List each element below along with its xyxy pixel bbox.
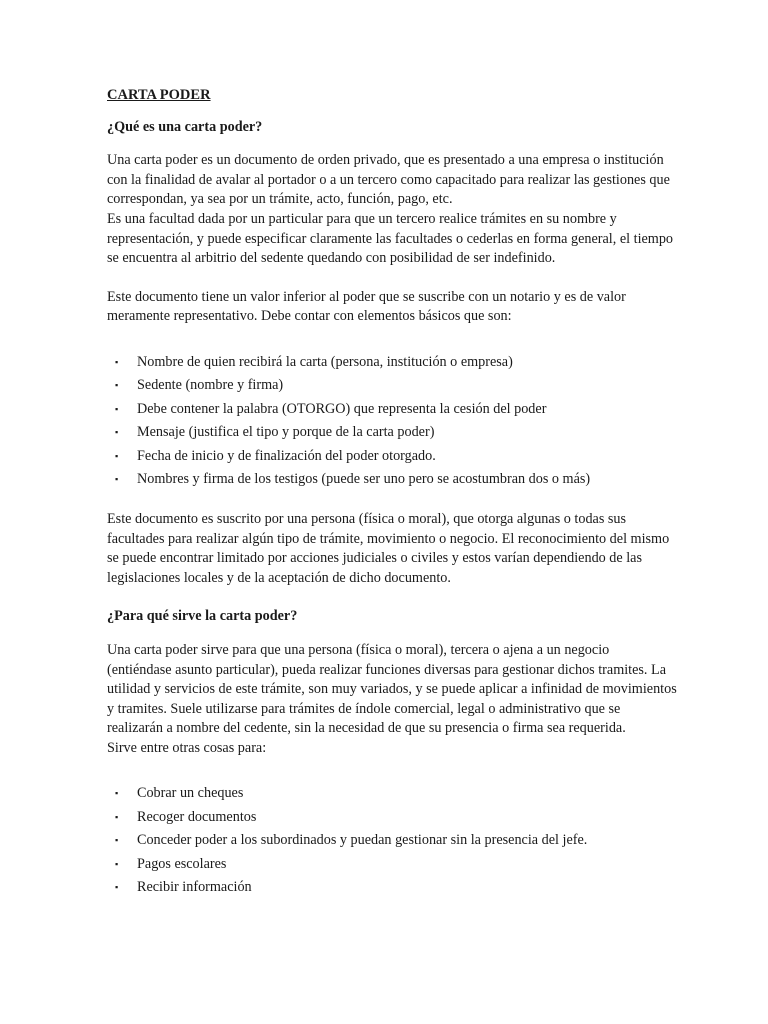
list-item-text: Fecha de inicio y de finalización del poder otorgado. [137, 447, 436, 464]
text-line: Una carta poder es un documento de orden privado, que es presentado a una empresa o institución [107, 152, 664, 169]
text-line: meramente representativo. Debe contar con elementos básicos que son: [107, 308, 512, 325]
list-item-text: Recoger documentos [137, 808, 257, 825]
list-item [107, 876, 667, 900]
bullet-icon: ▪ [115, 858, 119, 869]
text-line: Es una facultad dada por un particular para que un tercero realice trámites en su nombre y [107, 210, 617, 227]
bullet-icon: ▪ [115, 427, 119, 438]
document-title: CARTA PODER [107, 87, 211, 103]
list-item [107, 445, 667, 469]
text-line: Este documento es suscrito por una persona (física o moral), que otorga algunas o todas sus [107, 510, 627, 527]
list-item-text: Sedente (nombre y firma) [137, 377, 284, 394]
paragraph-definition [107, 151, 674, 269]
list-item [107, 421, 667, 445]
list-item [107, 853, 667, 877]
paragraph-suscrito [107, 510, 670, 588]
text-line: y tramites. Suele utilizarse para trámites de índole comercial, legal o administrativo que se [107, 700, 621, 717]
bullet-icon: ▪ [115, 811, 119, 822]
list-item [107, 782, 667, 806]
list-item [107, 806, 667, 830]
list-item [107, 468, 667, 492]
document-page [107, 86, 677, 900]
list-item-text: Debe contener la palabra (OTORGO) que representa la cesión del poder [137, 400, 547, 417]
paragraph-value [107, 288, 667, 327]
text-line: se puede encontrar limitado por acciones judiciales o civiles y estos varían dependiendo de las [107, 550, 643, 567]
text-line: legislaciones locales y de la aceptación de dicho documento. [107, 569, 451, 586]
text-line: con la finalidad de avalar al portador o a un tercero como capacitado para realizar las gestiones que [107, 171, 670, 188]
bullet-icon: ▪ [115, 380, 119, 391]
elements-list [107, 351, 667, 492]
text-line: realizarán a nombre del cedente, sin la necesidad de que su presencia o firma sea requerida. [107, 720, 626, 737]
text-line: representación, y puede especificar claramente las facultades o cederlas en forma general, el tiempo [107, 230, 674, 247]
list-item [107, 398, 667, 422]
bullet-icon: ▪ [115, 450, 119, 461]
text-line: (entiéndase asunto particular), pueda realizar funciones diversas para gestionar dichos tramites. La [107, 661, 666, 678]
bullet-icon: ▪ [115, 788, 119, 799]
bullet-icon: ▪ [115, 403, 119, 414]
list-item-text: Cobrar un cheques [137, 785, 244, 802]
text-line: utilidad y servicios de este trámite, son muy variados, y se puede aplicar a infinidad de movimientos [107, 681, 677, 698]
list-item [107, 351, 667, 375]
list-item-text: Mensaje (justifica el tipo y porque de la carta poder) [137, 424, 435, 441]
list-item-text: Pagos escolares [137, 855, 227, 872]
section-heading-que-es: ¿Qué es una carta poder? [107, 118, 263, 135]
text-line: se encuentra al arbitrio del sedente quedando con posibilidad de ser indefinido. [107, 250, 556, 267]
text-line: Este documento tiene un valor inferior al poder que se suscribe con un notario y es de valor [107, 288, 626, 305]
section-heading-para-que: ¿Para qué sirve la carta poder? [107, 608, 298, 625]
list-item-text: Nombres y firma de los testigos (puede ser uno pero se acostumbran dos o más) [137, 471, 591, 488]
text-line: correspondan, ya sea por un trámite, acto, función, pago, etc. [107, 191, 453, 208]
bullet-icon: ▪ [115, 474, 119, 485]
list-item-text: Recibir información [137, 879, 252, 896]
text-line: facultades para realizar algún tipo de trámite, movimiento o negocio. El reconocimiento del mismo [107, 530, 670, 547]
text-line: Sirve entre otras cosas para: [107, 739, 267, 756]
list-item [107, 829, 667, 853]
list-item-text: Conceder poder a los subordinados y puedan gestionar sin la presencia del jefe. [137, 832, 588, 849]
list-item-text: Nombre de quien recibirá la carta (persona, institución o empresa) [137, 353, 513, 370]
paragraph-sirve [107, 641, 677, 759]
bullet-icon: ▪ [115, 835, 119, 846]
text-line: Una carta poder sirve para que una persona (física o moral), tercera o ajena a un negocio [107, 641, 610, 658]
bullet-icon: ▪ [115, 356, 119, 367]
list-item [107, 374, 667, 398]
uses-list [107, 782, 667, 900]
bullet-icon: ▪ [115, 882, 119, 893]
